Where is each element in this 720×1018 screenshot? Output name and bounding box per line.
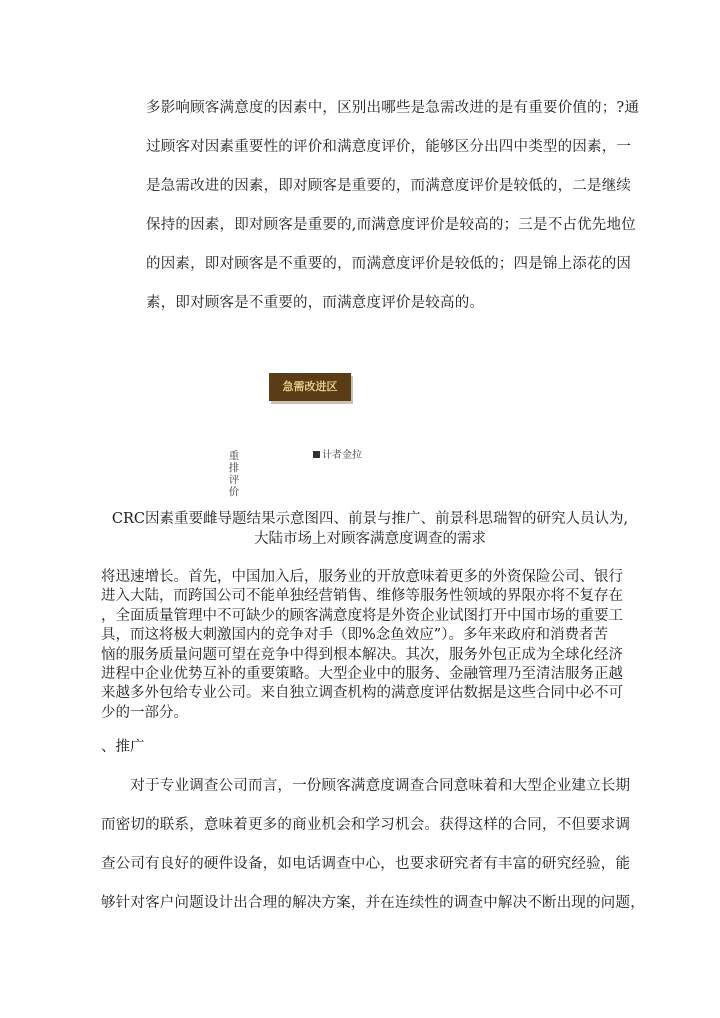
figure-legend — [313, 446, 362, 461]
text-line: 素，即对顾客是不重要的，而满意度评价是较高的。 — [146, 295, 485, 311]
text-line: 的因素，即对顾客是不重要的，而满意度评价是较低的；四是锦上添花的因 — [146, 256, 632, 272]
text-line: 进入大陆，而跨国公司不能单独经营销售、维修等服务性领域的界限亦将不复存在 — [101, 588, 623, 605]
axis-char: 重 — [228, 450, 240, 462]
caption-line: CRC因素重要雌导题结果示意图四、前景与推广、前景科思瑞智的研究人员认为, — [111, 511, 629, 527]
axis-char: 价 — [228, 486, 240, 498]
text-line: 具，而这将极大刺激国内的竞争对手（即%念鱼效应”）。多年来政府和消费者苦 — [101, 627, 608, 644]
text-line: 恼的服务质量问题可望在竞争中得到根本解决。其次，服务外包正成为全球化经济 — [101, 646, 623, 663]
caption-line: 大陆市场上对顾客满意度调查的需求 — [254, 531, 486, 547]
axis-char: 排 — [228, 462, 240, 474]
figure-quadrant-label: 急需改进区 — [269, 373, 351, 401]
figure-vertical-axis-label — [228, 450, 240, 498]
intro-paragraph — [146, 98, 654, 332]
section-heading: 、推广 — [101, 739, 145, 755]
text-line: 进程中企业优势互补的重要策略。大型企业中的服务、金融管理乃至清洁服务正越 — [101, 665, 623, 682]
axis-char: 评 — [228, 474, 240, 486]
text-line: 来越多外包给专业公司。来自独立调查机构的满意度评估数据是这些合同中必不可 — [101, 685, 623, 702]
legend-square-icon — [313, 451, 320, 458]
legend-text: 计者金拉 — [322, 450, 362, 461]
text-line: 少的一部分。 — [101, 704, 188, 721]
text-line: 查公司有良好的硬件设备，如电话调查中心，也要求研究者有丰富的研究经验，能 — [101, 856, 631, 872]
text-line: 过顾客对因素重要性的评价和满意度评价，能够区分出四中类型的因素，一 — [146, 139, 632, 155]
text-line: 够针对客户问题设计出合理的解决方案，并在连续性的调查中解决不断出现的问题， — [101, 895, 645, 911]
text-line: 对于专业调查公司而言，一份顾客满意度调查合同意味着和大型企业建立长期 — [101, 778, 631, 794]
text-line: ，全面质量管理中不可缺少的顾客满意度将是外资企业试图打开中国市场的重要工 — [101, 607, 623, 624]
text-line: 而密切的联系，意味着更多的商业机会和学习机会。获得这样的合同，不但要求调 — [101, 817, 631, 833]
text-line: 多影响顾客满意度的因素中，区别出哪些是急需改进的是有重要价值的；?通 — [146, 100, 640, 116]
figure-caption — [100, 509, 640, 549]
market-paragraph — [101, 568, 649, 723]
text-line: 将迅速增长。首先，中国加入后，服务业的开放意味着更多的外资保险公司、银行 — [101, 569, 623, 585]
text-line: 保持的因素，即对顾客是重要的,而满意度评价是较高的；三是不占优先地位 — [146, 217, 636, 233]
promotion-paragraph — [101, 776, 653, 932]
text-line: 是急需改进的因素，即对顾客是重要的，而满意度评价是较低的，二是继续 — [146, 178, 632, 194]
